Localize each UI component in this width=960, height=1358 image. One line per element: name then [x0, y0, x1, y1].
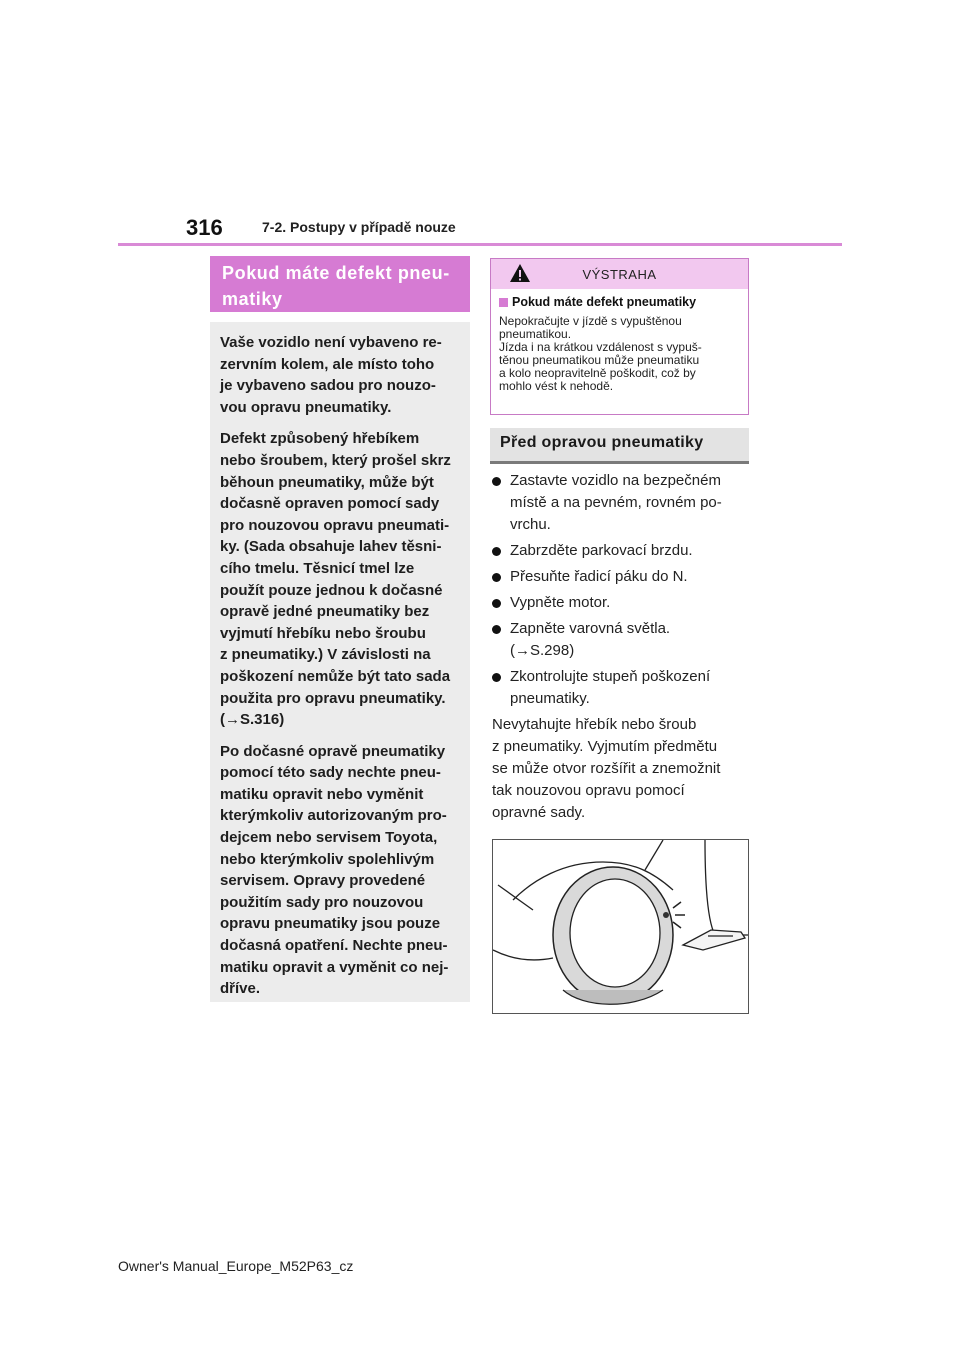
- step-item: [492, 592, 754, 614]
- page-number: 316: [186, 215, 223, 240]
- note-line: opravné sady.: [492, 804, 586, 821]
- step-item: [492, 618, 754, 662]
- bullet-dot-icon: [492, 673, 501, 682]
- step-text-line: místě a na pevném, rovném po-: [510, 494, 722, 511]
- note-line: Nevytahujte hřebík nebo šroub: [492, 716, 697, 733]
- step-text-line: Vypněte motor.: [510, 594, 611, 611]
- note-line: z pneumatiky. Vyjmutím předmětu: [492, 738, 718, 755]
- text-line: nebo kterýmkoliv spolehlivým: [220, 850, 435, 868]
- step-text-line: Zabrzděte parkovací brzdu.: [510, 542, 693, 559]
- text-line: dříve.: [220, 980, 261, 998]
- text-line: nebo šroubem, který prošel skrz: [220, 451, 451, 469]
- info-paragraph: [220, 741, 464, 1000]
- warning-header: [491, 259, 748, 289]
- bullet-dot-icon: [492, 477, 501, 486]
- square-bullet-icon: [499, 298, 508, 307]
- warning-body-line: a kolo neopravitelně poškodit, což by: [499, 366, 696, 380]
- text-line: z pneumatiky.) V závislosti na: [220, 646, 431, 664]
- bullet-dot-icon: [492, 573, 501, 582]
- text-line: Vaše vozidlo není vybaveno re-: [220, 334, 442, 351]
- title-line: Pokud máte defekt pneu-: [222, 263, 450, 283]
- left-section-title: [210, 256, 470, 312]
- text-line: opravě jedné pneumatiky bez: [220, 603, 430, 621]
- text-line: ky. (Sada obsahuje lahev těsni-: [220, 538, 442, 556]
- warning-body: [499, 315, 740, 393]
- note-line: se může otvor rozšířit a znemožnit: [492, 760, 721, 777]
- note-paragraph: [492, 714, 754, 824]
- step-text-line: pneumatiky.: [510, 690, 590, 707]
- warning-box: [490, 258, 749, 415]
- step-text-line: vrchu.: [510, 516, 551, 533]
- note-line: tak nouzovou opravu pomocí: [492, 782, 685, 799]
- text-line: matiku opravit nebo vyměnit: [220, 785, 424, 803]
- text-line: (→S.316): [220, 711, 285, 729]
- warning-title: VÝSTRAHA: [582, 266, 657, 282]
- info-box: [210, 322, 470, 1002]
- text-line: matiku opravit a vyměnit co nej-: [220, 958, 449, 976]
- text-line: dočasně opraven pomocí sady: [220, 495, 440, 513]
- text-line: dejcem nebo servisem Toyota,: [220, 829, 438, 847]
- text-line: zervním kolem, ale místo toho: [220, 355, 435, 373]
- section-header: 7-2. Postupy v případě nouze: [262, 219, 456, 235]
- step-text-line: Přesuňte řadicí páku do N.: [510, 568, 688, 585]
- text-line: použitím sady pro nouzovou: [220, 893, 424, 911]
- warning-subtitle-text: Pokud máte defekt pneumatiky: [512, 295, 697, 309]
- text-line: pro nouzovou opravu pneumati-: [220, 516, 450, 534]
- info-paragraph: [220, 428, 464, 730]
- text-line: poškození nemůže být tato sada: [220, 667, 451, 685]
- bullet-dot-icon: [492, 625, 501, 634]
- bullet-dot-icon: [492, 599, 501, 608]
- warning-subtitle: [499, 295, 740, 309]
- step-text-line: (→S.298): [510, 642, 575, 659]
- step-item: [492, 540, 754, 562]
- text-line: je vybaveno sadou pro nouzo-: [220, 377, 436, 395]
- text-line: použít pouze jednou k dočasné: [220, 581, 443, 599]
- text-line: vyjmutí hřebíku nebo šroubu: [220, 624, 426, 642]
- text-line: běhoun pneumatiky, může být: [220, 473, 434, 491]
- warning-body-line: těnou pneumatikou může pneumatiku: [499, 353, 700, 367]
- tire-illustration: [492, 839, 749, 1014]
- warning-body-line: mohlo vést k nehodě.: [499, 379, 614, 393]
- warning-body-line: Jízda i na krátkou vzdálenost s vypuš-: [499, 340, 702, 354]
- text-line: vou opravu pneumatiky.: [220, 398, 392, 416]
- text-line: použita pro opravu pneumatiky.: [220, 689, 446, 707]
- text-line: servisem. Opravy provedené: [220, 872, 426, 890]
- step-item: [492, 566, 754, 588]
- step-item: [492, 666, 754, 710]
- step-text-line: Zkontrolujte stupeň poškození: [510, 668, 711, 685]
- header-rule: [118, 243, 842, 246]
- text-line: pomocí této sady nechte pneu-: [220, 764, 441, 782]
- warning-body-line: Nepokračujte v jízdě s vypuštěnou: [499, 314, 682, 328]
- info-paragraph: [220, 332, 464, 418]
- text-line: kterýmkoliv autorizovaným pro-: [220, 807, 447, 825]
- warning-triangle-icon: [509, 263, 531, 283]
- section-heading: Před opravou pneumatiky: [490, 428, 749, 464]
- warning-body-line: pneumatikou.: [499, 327, 572, 341]
- footer-text: Owner's Manual_Europe_M52P63_cz: [118, 1258, 354, 1274]
- text-line: Defekt způsobený hřebíkem: [220, 430, 420, 448]
- text-line: cího tmelu. Těsnicí tmel lze: [220, 559, 415, 577]
- step-text-line: Zastavte vozidlo na bezpečném: [510, 472, 721, 489]
- step-text-line: Zapněte varovná světla.: [510, 620, 671, 637]
- text-line: Po dočasné opravě pneumatiky: [220, 742, 446, 760]
- steps-list: [492, 470, 754, 714]
- tire-puncture-illustration: [493, 840, 749, 1014]
- title-line: matiky: [222, 289, 283, 309]
- step-item: [492, 470, 754, 536]
- bullet-dot-icon: [492, 547, 501, 556]
- text-line: opravu pneumatiky jsou pouze: [220, 915, 441, 933]
- text-line: dočasná opatření. Nechte pneu-: [220, 937, 448, 955]
